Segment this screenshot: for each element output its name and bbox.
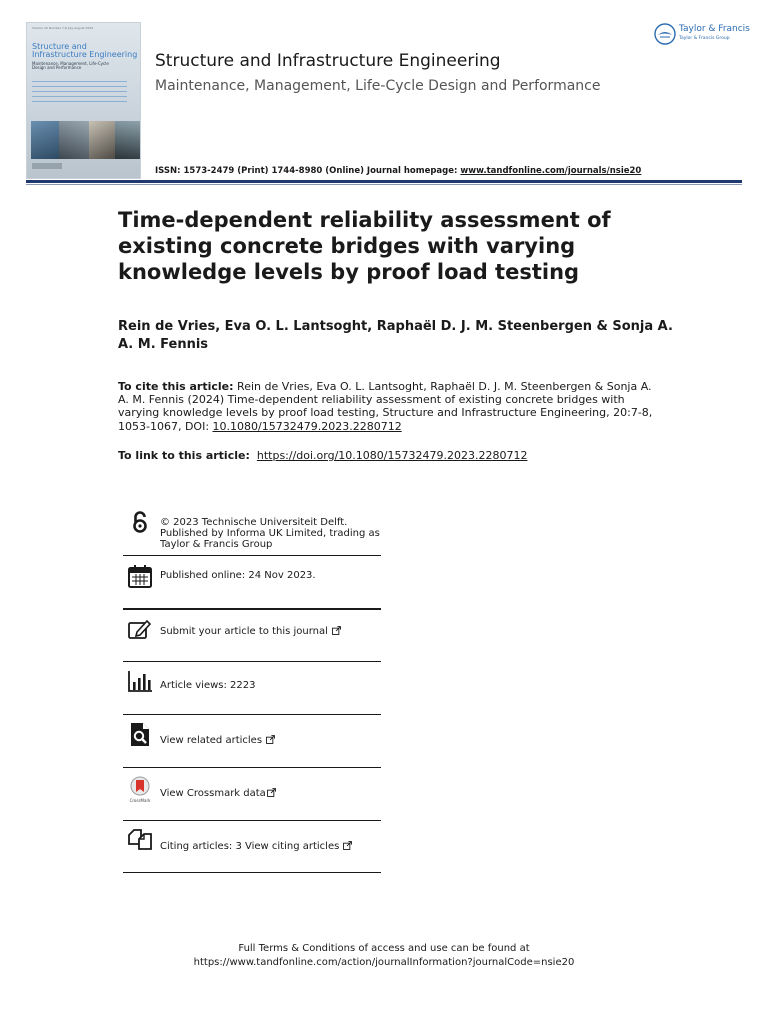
info-divider (123, 767, 381, 768)
publisher-group: Taylor & Francis Group (679, 36, 730, 41)
article-authors: Rein de Vries, Eva O. L. Lantsoght, Raphaël D. J. M. Steenbergen & Sonja A. A. M. Fennis (118, 319, 673, 352)
article-doi-url[interactable]: https://doi.org/10.1080/15732479.2023.2280712 (256, 449, 528, 462)
cover-subtitle: Maintenance, Management, Life-Cycle Design and Performance (32, 61, 109, 70)
external-link-icon (332, 626, 341, 635)
article-views: Article views: 2223 (160, 680, 256, 691)
external-link-icon (343, 841, 352, 850)
search-document-icon (127, 721, 153, 747)
citing-articles-icon (127, 827, 153, 853)
license-text: © 2023 Technische Universiteit Delft. Published by Informa UK Limited, trading as Taylor & Francis Group (160, 517, 380, 550)
citation-text: Rein de Vries, Eva O. L. Lantsoght, Raphaël D. J. M. Steenbergen & Sonja A. A. M. Fennis (2024) Time-dependent reliability assessment of existing concrete bridges with varying knowledge levels by proof load testing, Structure and Infrastructure Engineering, 20:7-8, 1053-1067, DOI: (118, 380, 653, 433)
footer (0, 942, 768, 970)
open-access-icon (127, 509, 153, 535)
info-divider (123, 555, 381, 556)
citation-label: To cite this article: (118, 380, 234, 393)
related-articles-link[interactable] (160, 735, 275, 746)
crossmark-badge-text: CrossMark (129, 798, 151, 803)
cover-publisher-mark (32, 163, 62, 169)
info-divider (123, 714, 381, 715)
footer-terms-url[interactable]: https://www.tandfonline.com/action/journalInformation?journalCode=nsie20 (193, 957, 575, 968)
citing-articles-label: Citing articles: 3 View citing articles (160, 841, 340, 852)
external-link-icon (267, 788, 276, 797)
journal-title: Structure and Infrastructure Engineering (155, 51, 501, 71)
crossmark-label: View Crossmark data (160, 788, 266, 799)
cover-photos (31, 121, 141, 159)
cover-issue-text: Volume 20 Number 7-8 July-August 2024 (32, 26, 94, 30)
cover-text-lines (32, 81, 127, 103)
info-divider (123, 872, 381, 873)
submit-article-label: Submit your article to this journal (160, 626, 328, 637)
doi-link[interactable]: 10.1080/15732479.2023.2280712 (212, 419, 402, 433)
calendar-icon (127, 563, 153, 589)
cover-title: Structure and Infrastructure Engineering (32, 42, 138, 59)
article-link-label: To link to this article: (118, 449, 250, 462)
info-divider (123, 661, 381, 662)
journal-subtitle: Maintenance, Management, Life-Cycle Design and Performance (155, 78, 601, 94)
citing-articles-link[interactable] (160, 841, 352, 852)
taylor-francis-logo-icon (654, 23, 676, 45)
header-divider (26, 180, 742, 183)
publisher-name: Taylor & Francis (679, 24, 750, 34)
article-link-line (118, 449, 658, 462)
info-divider (123, 608, 381, 610)
header-divider-thin (26, 184, 742, 185)
submit-article-link[interactable] (160, 626, 341, 637)
citation-block (118, 380, 658, 433)
issn-text: ISSN: 1573-2479 (Print) 1744-8980 (Online) Journal homepage: (155, 166, 461, 176)
article-title: Time-dependent reliability assessment of existing concrete bridges with varying knowledge levels by proof load testing (118, 208, 611, 284)
crossmark-link[interactable] (160, 788, 276, 799)
issn-line (155, 166, 641, 176)
footer-terms-text: Full Terms & Conditions of access and use can be found at (238, 943, 530, 954)
external-link-icon (266, 735, 275, 744)
journal-cover-image[interactable] (26, 22, 141, 179)
journal-homepage-link[interactable]: www.tandfonline.com/journals/nsie20 (460, 166, 642, 176)
published-date: Published online: 24 Nov 2023. (160, 570, 316, 581)
edit-icon (127, 617, 153, 643)
info-divider (123, 820, 381, 821)
related-articles-label: View related articles (160, 735, 263, 746)
bar-chart-icon (127, 668, 153, 694)
